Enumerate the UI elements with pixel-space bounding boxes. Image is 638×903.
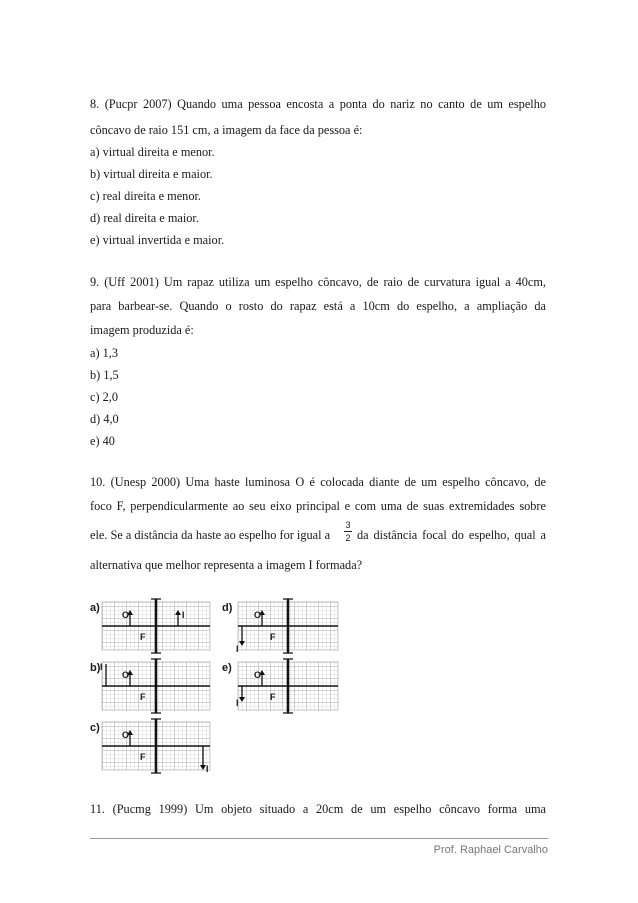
- q8-option-d: d) real direita e maior.: [90, 211, 199, 225]
- diagram-c-object-label: O: [122, 730, 130, 740]
- fraction-denominator: 2: [345, 533, 351, 543]
- q8-option-c: c) real direita e menor.: [90, 189, 201, 203]
- diagram-b: [102, 659, 210, 713]
- diagram-b-focus-label: F: [140, 692, 146, 702]
- diagram-d: [238, 599, 338, 653]
- q11-stem-line1: 11. (Pucmg 1999) Um objeto situado a 20cm de um espelho côncavo forma uma: [90, 802, 546, 816]
- q8-option-e: e) virtual invertida e maior.: [90, 233, 225, 247]
- diagram-e-label: e): [222, 662, 232, 674]
- diagram-a-focus-label: F: [140, 632, 146, 642]
- fraction-numerator: 3: [345, 520, 351, 530]
- q9-stem-line3: imagem produzida é:: [90, 323, 194, 337]
- diagram-e: [238, 659, 338, 713]
- footer-divider: [90, 838, 548, 839]
- diagram-a-label: a): [90, 602, 100, 614]
- diagram-b-object-label: O: [122, 670, 130, 680]
- diagram-c-focus-label: F: [140, 752, 146, 762]
- diagram-c-label: c): [90, 722, 100, 734]
- diagram-b-label: b): [90, 662, 101, 674]
- diagram-d-focus-label: F: [270, 632, 276, 642]
- q8-option-a: a) virtual direita e menor.: [90, 145, 215, 159]
- q9-option-b: b) 1,5: [90, 368, 119, 382]
- mirror-diagrams-svg: [90, 594, 350, 779]
- footer-author: Prof. Raphael Carvalho: [433, 844, 548, 856]
- diagram-c-image-label: I: [206, 764, 209, 774]
- diagram-a: [102, 599, 210, 653]
- diagram-d-label: d): [222, 602, 233, 614]
- q9-stem-line1: 9. (Uff 2001) Um rapaz utiliza um espelho côncavo, de raio de curvatura igual a 40cm,: [90, 275, 546, 289]
- q8-option-b: b) virtual direita e maior.: [90, 167, 213, 181]
- mirror-diagrams-figure: [90, 594, 350, 784]
- diagram-c: [102, 719, 210, 773]
- q9-option-e: e) 40: [90, 434, 115, 448]
- q10-stem-line2: foco F, perpendicularmente ao seu eixo principal e com uma de suas extremidades sobre: [90, 499, 546, 513]
- q9-option-d: d) 4,0: [90, 412, 119, 426]
- q9-stem-line2: para barbear-se. Quando o rosto do rapaz está a 10cm do espelho, a ampliação da: [90, 299, 546, 313]
- q8-stem-line1: 8. (Pucpr 2007) Quando uma pessoa encosta a ponta do nariz no canto de um espelho: [90, 97, 546, 111]
- q10-stem-line3a: ele. Se a distância da haste ao espelho for igual a: [90, 528, 331, 542]
- diagram-e-focus-label: F: [270, 692, 276, 702]
- q10-stem-line3b: da distância focal do espelho, qual a: [357, 528, 546, 542]
- q10-stem-line1: 10. (Unesp 2000) Uma haste luminosa O é colocada diante de um espelho côncavo, de: [90, 475, 546, 489]
- q8-stem-line2: côncavo de raio 151 cm, a imagem da face da pessoa é:: [90, 123, 363, 137]
- diagram-e-image-label: I: [236, 698, 239, 708]
- diagram-e-object-label: O: [254, 670, 262, 680]
- diagram-a-object-label: O: [122, 610, 130, 620]
- diagram-d-object-label: O: [254, 610, 262, 620]
- q10-stem-line4: alternativa que melhor representa a imagem I formada?: [90, 558, 363, 572]
- diagram-a-image-label: I: [182, 610, 185, 620]
- fraction-bar: [344, 531, 352, 532]
- q9-option-a: a) 1,3: [90, 346, 118, 360]
- diagram-d-image-label: I: [236, 644, 239, 654]
- diagram-b-image-label: I: [100, 662, 103, 672]
- q9-option-c: c) 2,0: [90, 390, 118, 404]
